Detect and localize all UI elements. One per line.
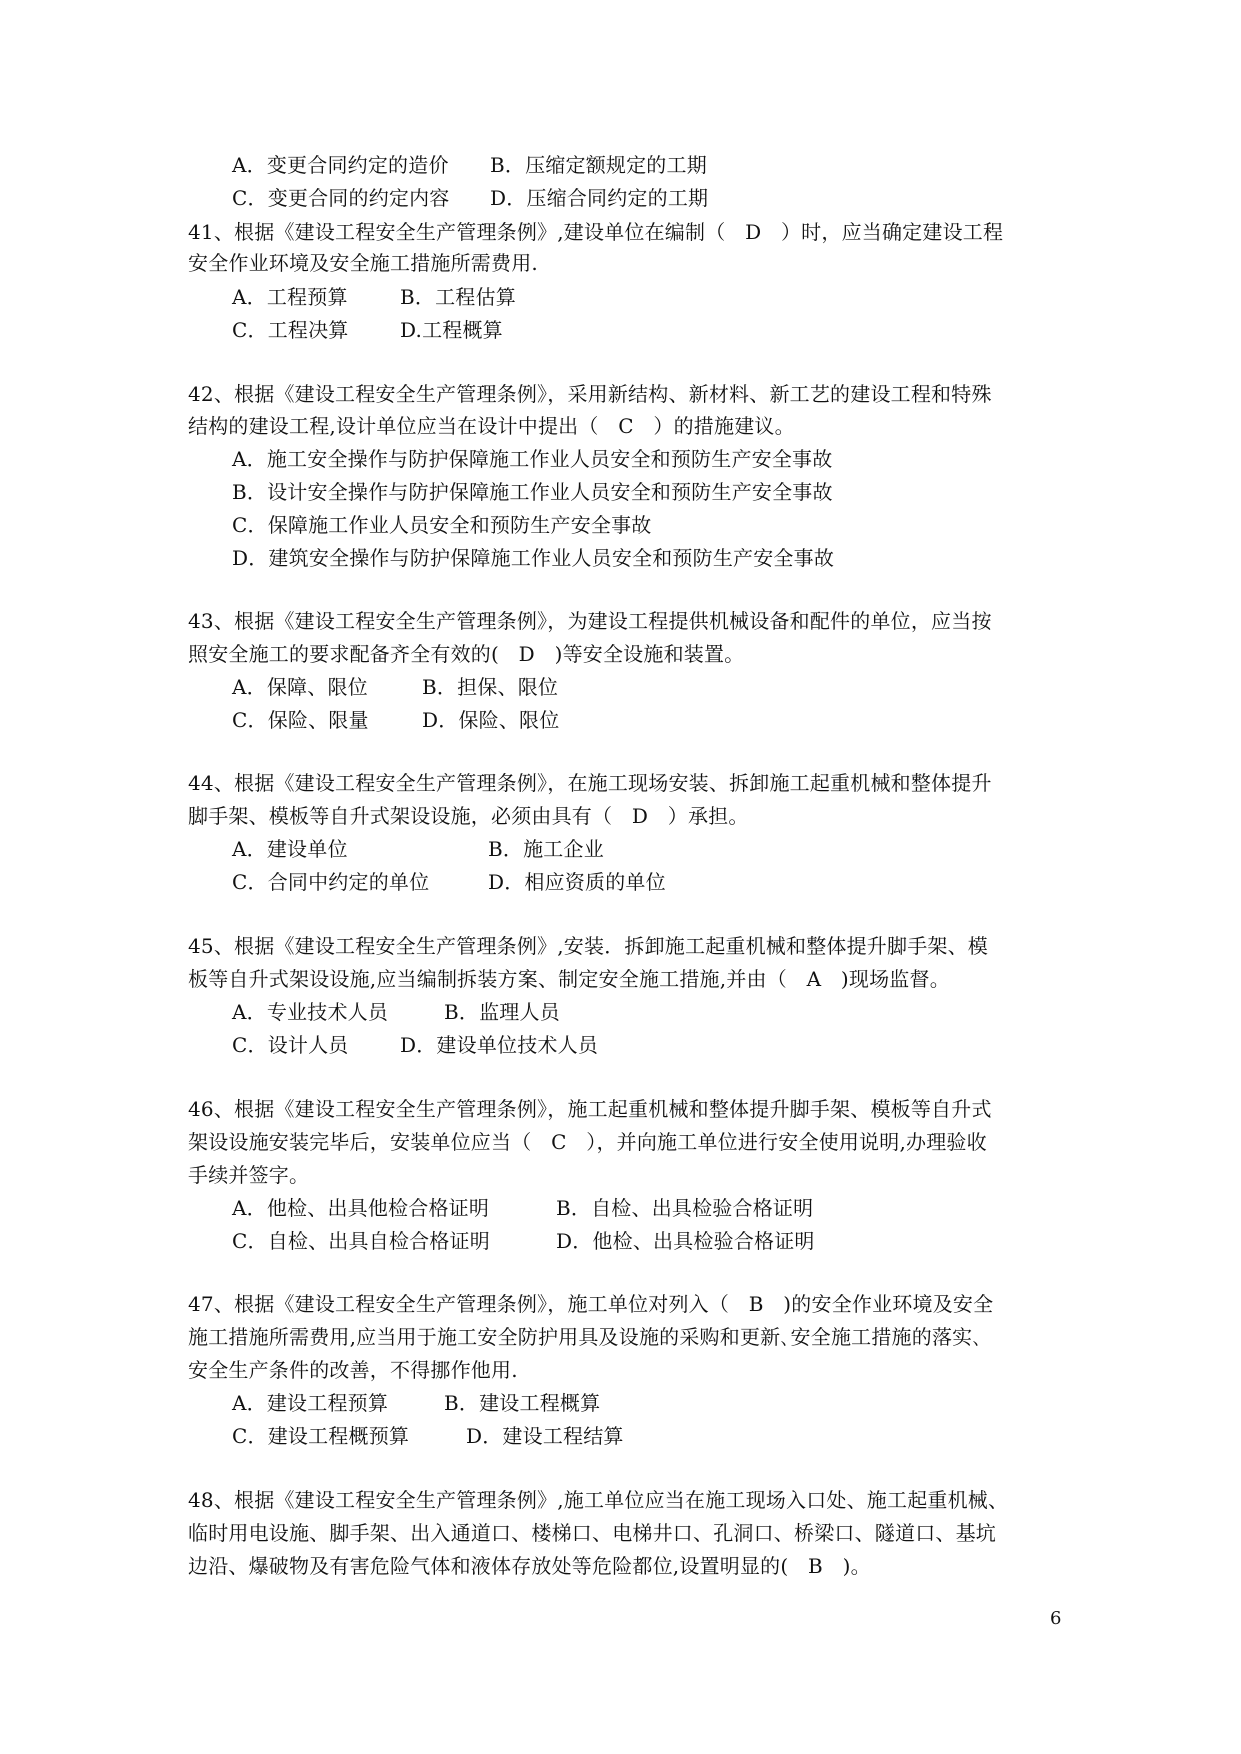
option-line: A．保障、限位 B．担保、限位 bbox=[232, 675, 559, 699]
option-line: A．他检、出具他检合格证明 B．自检、出具检验合格证明 bbox=[232, 1196, 814, 1220]
question-41-stem: 41、根据《建设工程安全生产管理条例》,建设单位在编制（ D ）时，应当确定建设工程 bbox=[188, 220, 1004, 244]
option-line: C．变更合同的约定内容 D．压缩合同约定的工期 bbox=[232, 186, 709, 210]
page-number: 6 bbox=[1050, 1608, 1062, 1629]
option-line: A．工程预算 B．工程估算 bbox=[232, 285, 516, 309]
option-line: C．设计人员 D．建设单位技术人员 bbox=[232, 1033, 599, 1057]
question-48-stem-cont: 临时用电设施、脚手架、出入通道口、楼梯口、电梯井口、孔洞口、桥梁口、隧道口、基坑 bbox=[188, 1521, 996, 1545]
question-43-stem: 43、根据《建设工程安全生产管理条例》，为建设工程提供机械设备和配件的单位，应当按 bbox=[188, 609, 992, 633]
question-46-stem-cont: 架设设施安装完毕后，安装单位应当（ C ），并向施工单位进行安全使用说明,办理验收 bbox=[188, 1130, 987, 1154]
question-42-stem-cont: 结构的建设工程,设计单位应当在设计中提出（ C ）的措施建议。 bbox=[188, 414, 795, 438]
question-45-stem-cont: 板等自升式架设设施,应当编制拆装方案、制定安全施工措施,并由（ A )现场监督。 bbox=[188, 967, 950, 991]
question-48-stem: 48、根据《建设工程安全生产管理条例》,施工单位应当在施工现场入口处、施工起重机械、 bbox=[188, 1488, 1009, 1512]
option-line: A．建设单位 B．施工企业 bbox=[232, 837, 604, 861]
question-44-stem: 44、根据《建设工程安全生产管理条例》，在施工现场安装、拆卸施工起重机械和整体提升 bbox=[188, 771, 992, 795]
option-line: A．专业技术人员 B．监理人员 bbox=[232, 1000, 560, 1024]
question-42-stem: 42、根据《建设工程安全生产管理条例》，采用新结构、新材料、新工艺的建设工程和特殊 bbox=[188, 382, 992, 406]
option-line: C．保险、限量 D．保险、限位 bbox=[232, 708, 560, 732]
question-47-stem-cont: 施工措施所需费用,应当用于施工安全防护用具及设施的采购和更新､安全施工措施的落实､ bbox=[188, 1325, 983, 1349]
option-line: A．施工安全操作与防护保障施工作业人员安全和预防生产安全事故 bbox=[232, 447, 833, 471]
question-43-stem-cont: 照安全施工的要求配备齐全有效的( D )等安全设施和装置。 bbox=[188, 642, 745, 666]
option-line: D．建筑安全操作与防护保障施工作业人员安全和预防生产安全事故 bbox=[232, 546, 835, 570]
option-line: C．合同中约定的单位 D．相应资质的单位 bbox=[232, 870, 666, 894]
question-46-stem: 46、根据《建设工程安全生产管理条例》，施工起重机械和整体提升脚手架、模板等自升式 bbox=[188, 1097, 992, 1121]
option-line: B．设计安全操作与防护保障施工作业人员安全和预防生产安全事故 bbox=[232, 480, 833, 504]
question-46-stem-cont: 手续并签字。 bbox=[188, 1163, 310, 1187]
option-line: C．建设工程概预算 D．建设工程结算 bbox=[232, 1424, 624, 1448]
option-line: C．自检、出具自检合格证明 D．他检、出具检验合格证明 bbox=[232, 1229, 815, 1253]
option-line: A．建设工程预算 B．建设工程概算 bbox=[232, 1391, 601, 1415]
question-41-stem-cont: 安全作业环境及安全施工措施所需费用. bbox=[188, 251, 538, 275]
option-line: C．保障施工作业人员安全和预防生产安全事故 bbox=[232, 513, 652, 537]
question-48-stem-cont: 边沿、爆破物及有害危险气体和液体存放处等危险都位,设置明显的( B )。 bbox=[188, 1554, 871, 1578]
question-47-stem: 47、根据《建设工程安全生产管理条例》，施工单位对列入（ B )的安全作业环境及安全 bbox=[188, 1292, 994, 1316]
question-45-stem: 45、根据《建设工程安全生产管理条例》,安装．拆卸施工起重机械和整体提升脚手架、模 bbox=[188, 934, 989, 958]
option-line: A．变更合同约定的造价 B．压缩定额规定的工期 bbox=[232, 153, 707, 177]
option-line: C．工程决算 D.工程概算 bbox=[232, 318, 503, 342]
question-44-stem-cont: 脚手架、模板等自升式架设设施，必须由具有（ D ）承担。 bbox=[188, 804, 749, 828]
question-47-stem-cont: 安全生产条件的改善，不得挪作他用. bbox=[188, 1358, 518, 1382]
